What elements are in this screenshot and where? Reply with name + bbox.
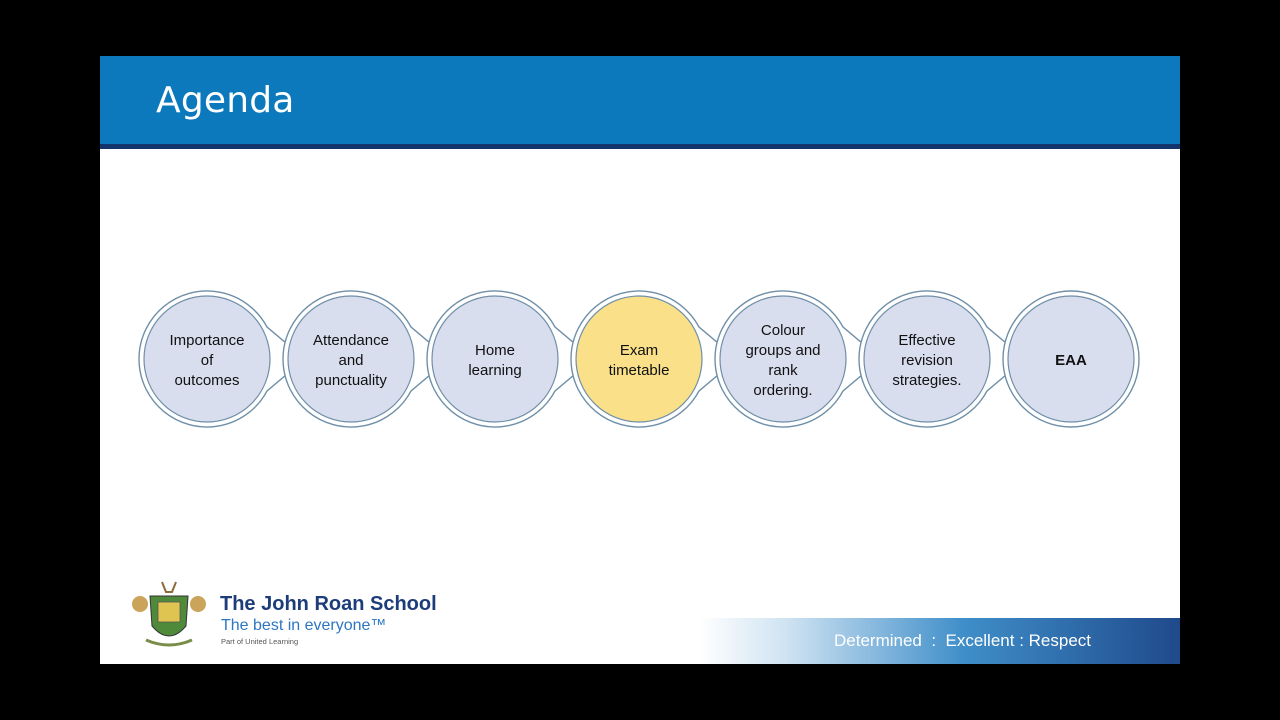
school-values-tagline: Determined : Excellent : Respect bbox=[834, 631, 1092, 650]
title-bar bbox=[100, 56, 1180, 149]
agenda-step bbox=[569, 289, 713, 433]
step-label: EAA bbox=[1055, 352, 1087, 369]
agenda-step bbox=[857, 289, 1001, 433]
step-label: Exam timetable bbox=[608, 342, 670, 379]
agenda-step bbox=[281, 289, 425, 433]
step-label: Effective revision strategies. bbox=[892, 332, 962, 389]
agenda-process bbox=[100, 286, 1180, 436]
step-label: Home learning bbox=[468, 342, 522, 379]
school-crest-icon bbox=[128, 574, 210, 654]
step-label: Attendance and punctuality bbox=[313, 332, 389, 389]
slide bbox=[100, 56, 1180, 664]
agenda-step bbox=[713, 289, 857, 433]
school-motto: The best in everyone™ bbox=[221, 617, 387, 634]
agenda-step bbox=[137, 289, 281, 433]
network-note: Part of United Learning bbox=[221, 637, 299, 646]
slide-title: Agenda bbox=[156, 80, 295, 121]
step-label: Importance of outcomes bbox=[169, 332, 245, 389]
agenda-step bbox=[1001, 289, 1145, 433]
step-label: Colour groups and rank ordering. bbox=[745, 322, 821, 399]
school-name: The John Roan School bbox=[220, 593, 437, 615]
agenda-step bbox=[425, 289, 569, 433]
